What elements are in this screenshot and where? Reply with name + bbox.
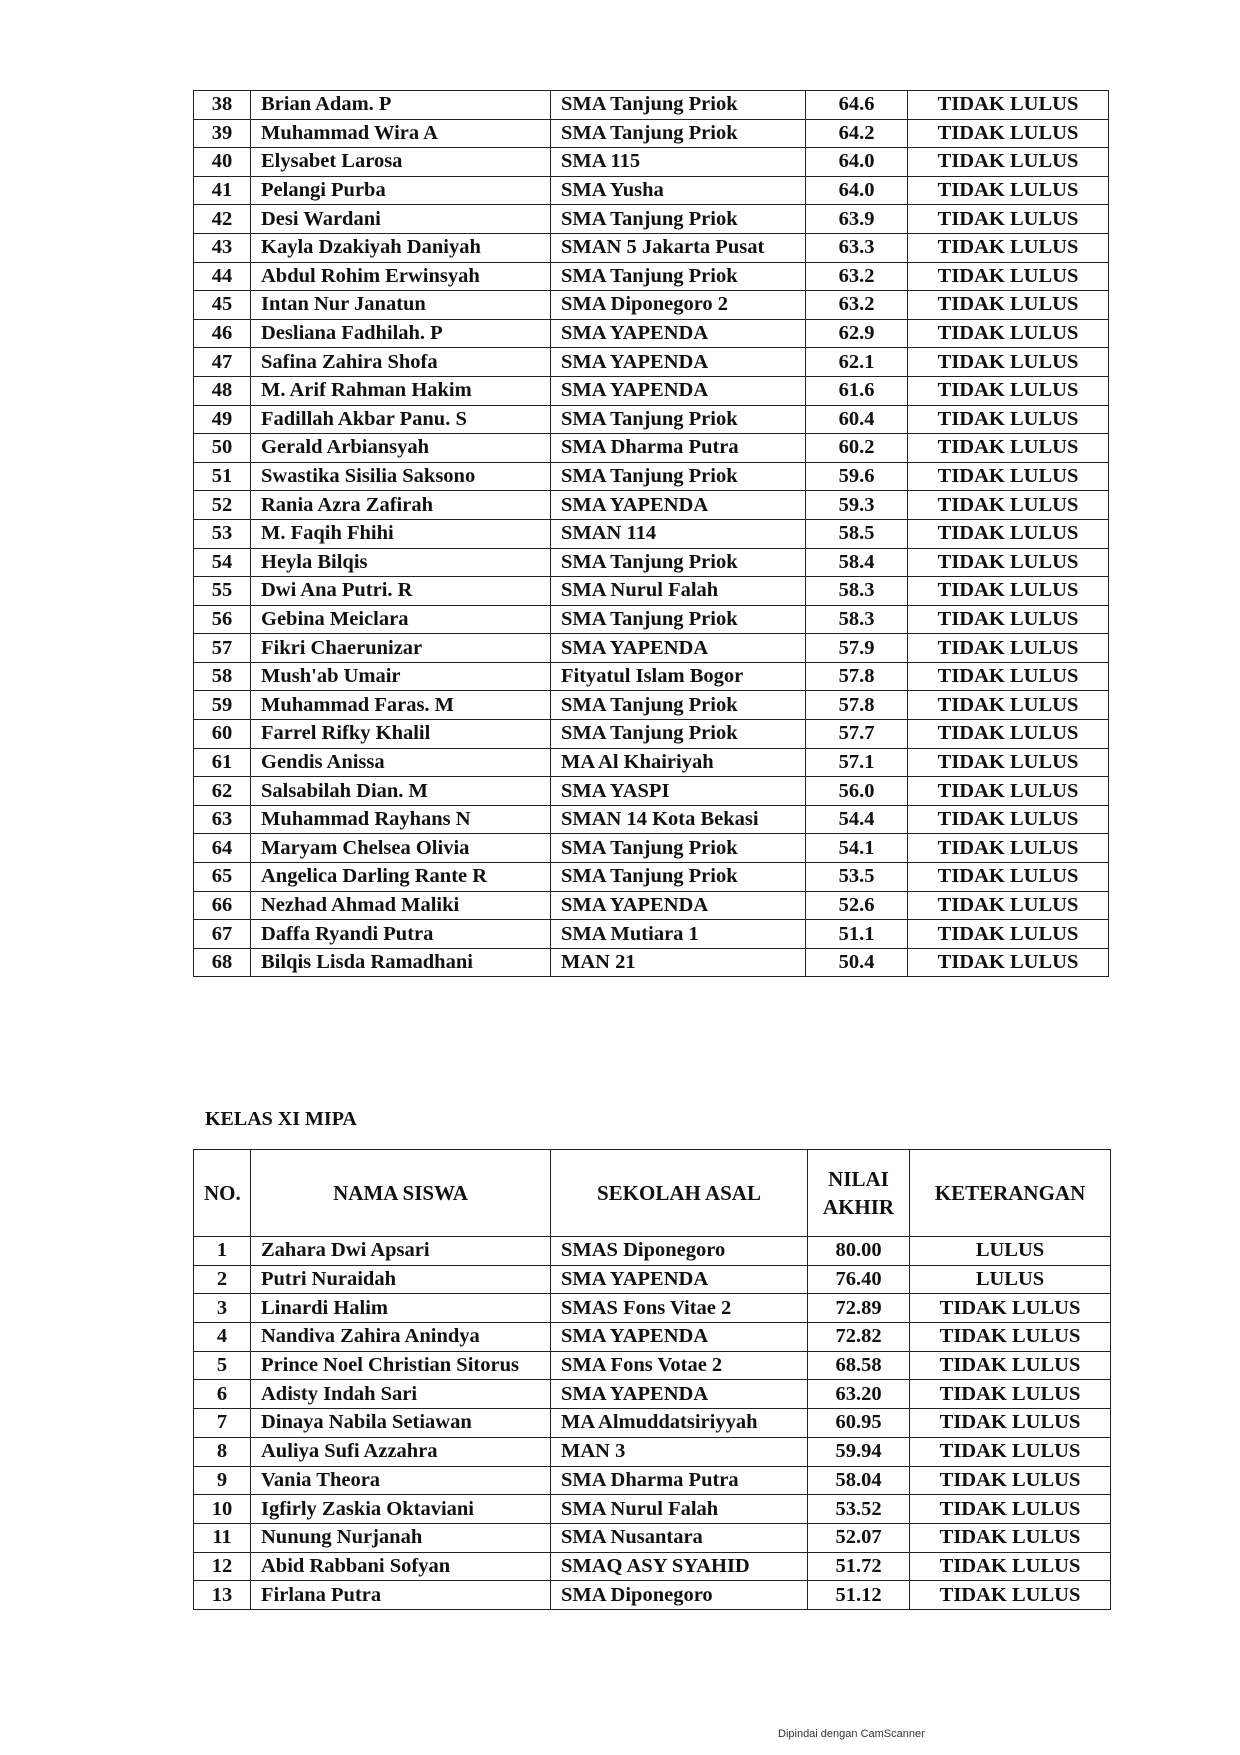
cell-score: 72.82 — [808, 1323, 910, 1352]
table-row — [194, 1466, 1111, 1495]
cell-no: 46 — [194, 319, 251, 348]
cell-school: SMA YAPENDA — [551, 376, 806, 405]
cell-school: SMA YAPENDA — [551, 1380, 808, 1409]
cell-school: SMAQ ASY SYAHID — [551, 1552, 808, 1581]
cell-status: TIDAK LULUS — [908, 233, 1109, 262]
cell-no: 50 — [194, 434, 251, 463]
cell-school: SMA Nurul Falah — [551, 577, 806, 606]
table-row — [194, 805, 1109, 834]
cell-score: 59.3 — [806, 491, 908, 520]
cell-name: Heyla Bilqis — [251, 548, 551, 577]
cell-school: SMA Tanjung Priok — [551, 863, 806, 892]
cell-school: SMA Tanjung Priok — [551, 834, 806, 863]
cell-status: TIDAK LULUS — [910, 1437, 1111, 1466]
cell-name: Prince Noel Christian Sitorus — [251, 1351, 551, 1380]
cell-name: Pelangi Purba — [251, 176, 551, 205]
table-row — [194, 920, 1109, 949]
cell-school: SMAN 114 — [551, 519, 806, 548]
cell-score: 63.2 — [806, 291, 908, 320]
table-row — [194, 348, 1109, 377]
table-row — [194, 834, 1109, 863]
cell-name: Igfirly Zaskia Oktaviani — [251, 1495, 551, 1524]
cell-name: Dwi Ana Putri. R — [251, 577, 551, 606]
cell-name: Dinaya Nabila Setiawan — [251, 1409, 551, 1438]
cell-name: Abdul Rohim Erwinsyah — [251, 262, 551, 291]
cell-status: TIDAK LULUS — [908, 605, 1109, 634]
cell-score: 64.2 — [806, 119, 908, 148]
results-table-xi-mipa — [193, 1149, 1111, 1610]
table-row — [194, 434, 1109, 463]
cell-status: TIDAK LULUS — [908, 863, 1109, 892]
cell-name: Nezhad Ahmad Maliki — [251, 891, 551, 920]
cell-name: Auliya Sufi Azzahra — [251, 1437, 551, 1466]
cell-school: SMA YAPENDA — [551, 634, 806, 663]
cell-school: SMA YASPI — [551, 777, 806, 806]
header-school: SEKOLAH ASAL — [551, 1150, 808, 1237]
table-header-row — [194, 1150, 1111, 1237]
cell-score: 64.6 — [806, 91, 908, 120]
cell-school: SMA Tanjung Priok — [551, 205, 806, 234]
cell-score: 58.3 — [806, 577, 908, 606]
cell-score: 63.2 — [806, 262, 908, 291]
cell-no: 2 — [194, 1265, 251, 1294]
cell-school: SMAN 5 Jakarta Pusat — [551, 233, 806, 262]
cell-score: 52.6 — [806, 891, 908, 920]
cell-status: TIDAK LULUS — [908, 119, 1109, 148]
section-title: KELAS XI MIPA — [205, 1108, 357, 1130]
table-row — [194, 748, 1109, 777]
cell-name: Muhammad Faras. M — [251, 691, 551, 720]
cell-score: 63.3 — [806, 233, 908, 262]
cell-no: 53 — [194, 519, 251, 548]
cell-score: 58.4 — [806, 548, 908, 577]
cell-name: Kayla Dzakiyah Daniyah — [251, 233, 551, 262]
cell-name: Fikri Chaerunizar — [251, 634, 551, 663]
cell-name: Bilqis Lisda Ramadhani — [251, 948, 551, 977]
cell-score: 62.1 — [806, 348, 908, 377]
cell-status: TIDAK LULUS — [910, 1380, 1111, 1409]
cell-no: 38 — [194, 91, 251, 120]
cell-no: 54 — [194, 548, 251, 577]
table-row — [194, 1294, 1111, 1323]
header-no: NO. — [194, 1150, 251, 1237]
cell-name: Muhammad Rayhans N — [251, 805, 551, 834]
cell-no: 45 — [194, 291, 251, 320]
cell-status: TIDAK LULUS — [908, 462, 1109, 491]
cell-score: 51.12 — [808, 1581, 910, 1610]
cell-status: TIDAK LULUS — [908, 662, 1109, 691]
cell-score: 51.1 — [806, 920, 908, 949]
cell-no: 56 — [194, 605, 251, 634]
cell-school: SMAN 14 Kota Bekasi — [551, 805, 806, 834]
table-row — [194, 1437, 1111, 1466]
cell-school: SMA Tanjung Priok — [551, 119, 806, 148]
cell-no: 3 — [194, 1294, 251, 1323]
cell-no: 57 — [194, 634, 251, 663]
table-row — [194, 176, 1109, 205]
cell-score: 53.5 — [806, 863, 908, 892]
cell-name: Elysabet Larosa — [251, 148, 551, 177]
table-row — [194, 519, 1109, 548]
cell-no: 6 — [194, 1380, 251, 1409]
table-row — [194, 262, 1109, 291]
cell-score: 57.9 — [806, 634, 908, 663]
results-table-body — [194, 1237, 1111, 1610]
cell-score: 56.0 — [806, 777, 908, 806]
cell-name: Mush'ab Umair — [251, 662, 551, 691]
cell-school: SMA Dharma Putra — [551, 434, 806, 463]
cell-score: 72.89 — [808, 1294, 910, 1323]
cell-status: TIDAK LULUS — [910, 1294, 1111, 1323]
cell-name: Safina Zahira Shofa — [251, 348, 551, 377]
cell-name: Abid Rabbani Sofyan — [251, 1552, 551, 1581]
cell-score: 57.1 — [806, 748, 908, 777]
cell-status: TIDAK LULUS — [908, 319, 1109, 348]
header-name: NAMA SISWA — [251, 1150, 551, 1237]
cell-no: 67 — [194, 920, 251, 949]
cell-no: 65 — [194, 863, 251, 892]
cell-no: 7 — [194, 1409, 251, 1438]
cell-school: SMA YAPENDA — [551, 1265, 808, 1294]
cell-name: Farrel Rifky Khalil — [251, 720, 551, 749]
cell-no: 12 — [194, 1552, 251, 1581]
cell-no: 41 — [194, 176, 251, 205]
cell-school: MA Al Khairiyah — [551, 748, 806, 777]
cell-score: 64.0 — [806, 176, 908, 205]
cell-name: Gendis Anissa — [251, 748, 551, 777]
cell-status: TIDAK LULUS — [910, 1552, 1111, 1581]
cell-no: 59 — [194, 691, 251, 720]
cell-name: Daffa Ryandi Putra — [251, 920, 551, 949]
cell-no: 5 — [194, 1351, 251, 1380]
table-row — [194, 548, 1109, 577]
cell-score: 50.4 — [806, 948, 908, 977]
table-row — [194, 1351, 1111, 1380]
cell-school: MAN 21 — [551, 948, 806, 977]
cell-score: 57.8 — [806, 691, 908, 720]
cell-name: Salsabilah Dian. M — [251, 777, 551, 806]
cell-no: 66 — [194, 891, 251, 920]
cell-name: Nunung Nurjanah — [251, 1523, 551, 1552]
cell-name: Desliana Fadhilah. P — [251, 319, 551, 348]
table-row — [194, 462, 1109, 491]
cell-score: 60.2 — [806, 434, 908, 463]
cell-status: TIDAK LULUS — [908, 920, 1109, 949]
cell-status: TIDAK LULUS — [908, 519, 1109, 548]
cell-school: SMA Tanjung Priok — [551, 720, 806, 749]
cell-name: Desi Wardani — [251, 205, 551, 234]
cell-name: Nandiva Zahira Anindya — [251, 1323, 551, 1352]
cell-score: 59.94 — [808, 1437, 910, 1466]
cell-status: TIDAK LULUS — [908, 262, 1109, 291]
table-row — [194, 491, 1109, 520]
table-row — [194, 863, 1109, 892]
cell-no: 52 — [194, 491, 251, 520]
cell-school: SMA Mutiara 1 — [551, 920, 806, 949]
cell-score: 62.9 — [806, 319, 908, 348]
cell-score: 58.04 — [808, 1466, 910, 1495]
cell-status: TIDAK LULUS — [908, 205, 1109, 234]
cell-school: SMA YAPENDA — [551, 319, 806, 348]
cell-score: 76.40 — [808, 1265, 910, 1294]
cell-school: MAN 3 — [551, 1437, 808, 1466]
cell-score: 58.5 — [806, 519, 908, 548]
cell-school: SMA Nurul Falah — [551, 1495, 808, 1524]
table-row — [194, 891, 1109, 920]
cell-no: 11 — [194, 1523, 251, 1552]
table-row — [194, 119, 1109, 148]
cell-score: 57.7 — [806, 720, 908, 749]
table-row — [194, 1409, 1111, 1438]
cell-name: Gerald Arbiansyah — [251, 434, 551, 463]
cell-name: Intan Nur Janatun — [251, 291, 551, 320]
cell-score: 58.3 — [806, 605, 908, 634]
table-row — [194, 1265, 1111, 1294]
cell-name: Vania Theora — [251, 1466, 551, 1495]
cell-score: 54.4 — [806, 805, 908, 834]
table-row — [194, 205, 1109, 234]
cell-name: Fadillah Akbar Panu. S — [251, 405, 551, 434]
cell-school: SMA YAPENDA — [551, 348, 806, 377]
table-row — [194, 1237, 1111, 1266]
cell-school: SMA Tanjung Priok — [551, 262, 806, 291]
cell-no: 10 — [194, 1495, 251, 1524]
cell-no: 64 — [194, 834, 251, 863]
cell-no: 8 — [194, 1437, 251, 1466]
cell-no: 51 — [194, 462, 251, 491]
cell-score: 63.20 — [808, 1380, 910, 1409]
cell-no: 61 — [194, 748, 251, 777]
cell-school: SMA Nusantara — [551, 1523, 808, 1552]
table-row — [194, 1495, 1111, 1524]
cell-score: 64.0 — [806, 148, 908, 177]
cell-name: Zahara Dwi Apsari — [251, 1237, 551, 1266]
cell-score: 53.52 — [808, 1495, 910, 1524]
cell-school: MA Almuddatsiriyyah — [551, 1409, 808, 1438]
cell-status: TIDAK LULUS — [908, 348, 1109, 377]
table-row — [194, 148, 1109, 177]
cell-name: Maryam Chelsea Olivia — [251, 834, 551, 863]
cell-no: 60 — [194, 720, 251, 749]
cell-name: Brian Adam. P — [251, 91, 551, 120]
cell-school: SMA Diponegoro 2 — [551, 291, 806, 320]
cell-score: 60.4 — [806, 405, 908, 434]
cell-no: 55 — [194, 577, 251, 606]
cell-status: TIDAK LULUS — [908, 777, 1109, 806]
cell-name: M. Arif Rahman Hakim — [251, 376, 551, 405]
cell-score: 57.8 — [806, 662, 908, 691]
cell-status: TIDAK LULUS — [908, 577, 1109, 606]
cell-name: Angelica Darling Rante R — [251, 863, 551, 892]
cell-no: 40 — [194, 148, 251, 177]
results-table-continued — [193, 90, 1109, 977]
cell-score: 63.9 — [806, 205, 908, 234]
cell-name: Putri Nuraidah — [251, 1265, 551, 1294]
cell-school: SMA Tanjung Priok — [551, 405, 806, 434]
table-row — [194, 577, 1109, 606]
cell-status: TIDAK LULUS — [910, 1351, 1111, 1380]
cell-score: 60.95 — [808, 1409, 910, 1438]
cell-name: Rania Azra Zafirah — [251, 491, 551, 520]
cell-score: 52.07 — [808, 1523, 910, 1552]
cell-score: 51.72 — [808, 1552, 910, 1581]
cell-no: 1 — [194, 1237, 251, 1266]
table-row — [194, 291, 1109, 320]
table-row — [194, 634, 1109, 663]
cell-school: SMA Tanjung Priok — [551, 548, 806, 577]
table-row — [194, 1380, 1111, 1409]
cell-school: SMA YAPENDA — [551, 1323, 808, 1352]
cell-score: 59.6 — [806, 462, 908, 491]
table-row — [194, 777, 1109, 806]
table-row — [194, 91, 1109, 120]
cell-no: 48 — [194, 376, 251, 405]
cell-school: SMA Fons Votae 2 — [551, 1351, 808, 1380]
cell-no: 13 — [194, 1581, 251, 1610]
cell-status: TIDAK LULUS — [908, 891, 1109, 920]
cell-school: SMA Yusha — [551, 176, 806, 205]
cell-no: 68 — [194, 948, 251, 977]
cell-status: LULUS — [910, 1237, 1111, 1266]
scanner-watermark: Dipindai dengan CamScanner — [778, 1728, 925, 1740]
cell-status: LULUS — [910, 1265, 1111, 1294]
cell-score: 68.58 — [808, 1351, 910, 1380]
cell-no: 62 — [194, 777, 251, 806]
cell-school: SMAS Diponegoro — [551, 1237, 808, 1266]
cell-school: SMA Diponegoro — [551, 1581, 808, 1610]
cell-school: SMA YAPENDA — [551, 491, 806, 520]
table-row — [194, 691, 1109, 720]
cell-no: 47 — [194, 348, 251, 377]
cell-status: TIDAK LULUS — [908, 434, 1109, 463]
cell-no: 39 — [194, 119, 251, 148]
cell-school: SMAS Fons Vitae 2 — [551, 1294, 808, 1323]
cell-name: Gebina Meiclara — [251, 605, 551, 634]
cell-status: TIDAK LULUS — [908, 948, 1109, 977]
cell-status: TIDAK LULUS — [908, 691, 1109, 720]
cell-status: TIDAK LULUS — [908, 548, 1109, 577]
cell-status: TIDAK LULUS — [908, 720, 1109, 749]
cell-status: TIDAK LULUS — [908, 148, 1109, 177]
table-row — [194, 376, 1109, 405]
cell-status: TIDAK LULUS — [908, 834, 1109, 863]
results-table-body — [194, 91, 1109, 977]
table-row — [194, 233, 1109, 262]
cell-no: 63 — [194, 805, 251, 834]
cell-school: SMA 115 — [551, 148, 806, 177]
header-status: KETERANGAN — [910, 1150, 1111, 1237]
cell-school: SMA Tanjung Priok — [551, 91, 806, 120]
cell-status: TIDAK LULUS — [910, 1466, 1111, 1495]
cell-score: 80.00 — [808, 1237, 910, 1266]
cell-no: 44 — [194, 262, 251, 291]
cell-name: Muhammad Wira A — [251, 119, 551, 148]
table-row — [194, 405, 1109, 434]
cell-school: SMA Tanjung Priok — [551, 462, 806, 491]
cell-status: TIDAK LULUS — [908, 491, 1109, 520]
cell-school: Fityatul Islam Bogor — [551, 662, 806, 691]
cell-school: SMA Tanjung Priok — [551, 605, 806, 634]
cell-name: Adisty Indah Sari — [251, 1380, 551, 1409]
cell-status: TIDAK LULUS — [910, 1409, 1111, 1438]
cell-score: 54.1 — [806, 834, 908, 863]
table-row — [194, 720, 1109, 749]
cell-no: 4 — [194, 1323, 251, 1352]
header-score-label: NILAI AKHIR — [822, 1167, 895, 1219]
cell-no: 42 — [194, 205, 251, 234]
cell-status: TIDAK LULUS — [910, 1323, 1111, 1352]
cell-status: TIDAK LULUS — [908, 634, 1109, 663]
cell-name: Firlana Putra — [251, 1581, 551, 1610]
cell-status: TIDAK LULUS — [908, 291, 1109, 320]
cell-name: Swastika Sisilia Saksono — [251, 462, 551, 491]
table-row — [194, 605, 1109, 634]
header-score — [808, 1150, 910, 1237]
cell-status: TIDAK LULUS — [908, 805, 1109, 834]
cell-status: TIDAK LULUS — [910, 1581, 1111, 1610]
table-row — [194, 1523, 1111, 1552]
cell-status: TIDAK LULUS — [908, 176, 1109, 205]
table-row — [194, 1552, 1111, 1581]
cell-name: Linardi Halim — [251, 1294, 551, 1323]
cell-no: 43 — [194, 233, 251, 262]
cell-name: M. Faqih Fhihi — [251, 519, 551, 548]
cell-school: SMA Dharma Putra — [551, 1466, 808, 1495]
cell-school: SMA Tanjung Priok — [551, 691, 806, 720]
cell-status: TIDAK LULUS — [910, 1495, 1111, 1524]
cell-no: 9 — [194, 1466, 251, 1495]
table-row — [194, 1323, 1111, 1352]
table-row — [194, 319, 1109, 348]
cell-status: TIDAK LULUS — [908, 405, 1109, 434]
cell-no: 58 — [194, 662, 251, 691]
cell-status: TIDAK LULUS — [910, 1523, 1111, 1552]
table-row — [194, 948, 1109, 977]
cell-no: 49 — [194, 405, 251, 434]
cell-status: TIDAK LULUS — [908, 376, 1109, 405]
cell-status: TIDAK LULUS — [908, 748, 1109, 777]
table-row — [194, 1581, 1111, 1610]
cell-score: 61.6 — [806, 376, 908, 405]
table-row — [194, 662, 1109, 691]
cell-status: TIDAK LULUS — [908, 91, 1109, 120]
cell-school: SMA YAPENDA — [551, 891, 806, 920]
